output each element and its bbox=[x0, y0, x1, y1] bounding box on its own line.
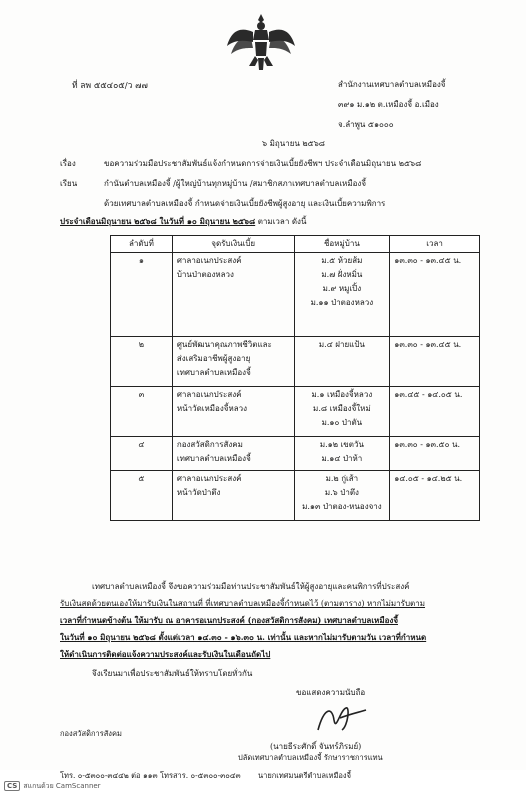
signer-title2: นายกเทศมนตรีตำบลเหมืองจี้ bbox=[258, 771, 351, 780]
intro-date-highlight: ประจำเดือนมิถุนายน ๒๕๖๘ ในวันที่ ๑๐ มิถุนายน ๒๕๖๘ bbox=[60, 216, 256, 226]
payment-schedule-table bbox=[110, 235, 480, 521]
table-row bbox=[111, 437, 480, 471]
row-place bbox=[172, 253, 294, 337]
header-no: ลำดับที่ bbox=[111, 236, 173, 253]
body-line5: ให้ดำเนินการติดต่อแจ้งความประสงค์และรับเงินในเดือนถัดไป bbox=[60, 649, 271, 659]
table-header-row bbox=[111, 236, 480, 253]
row-no: ๑ bbox=[111, 253, 173, 337]
header-place: จุดรับเงินเบี้ย bbox=[172, 236, 294, 253]
camscanner-text: สแกนด้วย CamScanner bbox=[23, 782, 101, 790]
row-place bbox=[172, 471, 294, 521]
office-name: สำนักงานเทศบาลตำบลเหมืองจี้ bbox=[338, 80, 446, 89]
place-line: ศาลาอเนกประสงค์ bbox=[176, 390, 242, 399]
subject-label: เรื่อง bbox=[60, 159, 76, 168]
village-line: ม.๑๑ ป่าตองหลวง bbox=[310, 298, 374, 307]
signer-title1: ปลัดเทศบาลตำบลเหมืองจี้ รักษาราชการแทน bbox=[238, 753, 383, 762]
office-address-line2: จ.ลำพูน ๕๑๐๐๐ bbox=[338, 120, 394, 129]
body-line4: ในวันที่ ๑๐ มิถุนายน ๒๕๖๘ ตั้งแต่เวลา ๑๔.๓๐ - ๑๖.๓๐ น. เท่านั้น และหากไม่มารับตามวัน เวลาที่กำหนด bbox=[60, 632, 427, 642]
regards-text: ขอแสดงความนับถือ bbox=[296, 688, 366, 697]
body-closing-paragraph: จึงเรียนมาเพื่อประชาสัมพันธ์ให้ทราบโดยทั่วกัน bbox=[92, 669, 253, 678]
row-no: ๔ bbox=[111, 437, 173, 471]
row-time: ๑๓.๔๕ - ๑๔.๐๕ น. bbox=[390, 387, 480, 437]
place-line: ศาลาอเนกประสงค์ bbox=[176, 256, 242, 265]
table-row bbox=[111, 253, 480, 337]
document-number: ที่ ลพ ๕๕๔๐๕/ว ๗๗ bbox=[72, 81, 148, 91]
table-row bbox=[111, 471, 480, 521]
row-villages bbox=[294, 337, 390, 387]
subject-text: ขอความร่วมมือประชาสัมพันธ์แจ้งกำหนดการจ่ายเงินเบี้ยยังชีพฯ ประจำเดือนมิถุนายน ๒๕๖๘ bbox=[104, 159, 422, 168]
office-address-line1: ๓๙๑ ม.๑๒ ต.เหมืองจี้ อ.เมือง bbox=[338, 100, 439, 109]
row-time: ๑๓.๓๐ - ๑๓.๔๕ น. bbox=[390, 337, 480, 387]
village-line: ม.๗ ฝั่งหมิ่น bbox=[321, 270, 363, 279]
recipient-label: เรียน bbox=[60, 179, 78, 188]
place-line: ส่งเสริมอาชีพผู้สูงอายุ bbox=[176, 354, 251, 363]
intro-line1: ด้วยเทศบาลตำบลเหมืองจี้ กำหนดจ่ายเงินเบี้ยยังชีพผู้สูงอายุ และเงินเบี้ยความพิการ bbox=[104, 199, 386, 208]
place-line: เทศบาลตำบลเหมืองจี้ bbox=[176, 368, 251, 377]
recipient-text: กำนันตำบลเหมืองจี้ /ผู้ใหญ่บ้านทุกหมู่บ้าน /สมาชิกสภาเทศบาลตำบลเหมืองจี้ bbox=[104, 179, 366, 188]
row-place bbox=[172, 437, 294, 471]
place-line: บ้านป่าตองหลวง bbox=[176, 270, 234, 279]
village-line: ม.๑ เหมืองจี้หลวง bbox=[311, 390, 373, 399]
village-line: ม.๑๐ ป่าตัน bbox=[321, 418, 363, 427]
contact-department: กองสวัสดิการสังคม bbox=[60, 729, 122, 738]
village-line: ม.๙ หมูเปิ้ง bbox=[322, 284, 362, 293]
garuda-emblem-icon bbox=[225, 12, 297, 74]
village-line: ม.๖ ป่าตึง bbox=[324, 488, 359, 497]
row-no: ๓ bbox=[111, 387, 173, 437]
header-time: เวลา bbox=[390, 236, 480, 253]
row-time: ๑๓.๓๐ - ๑๓.๕๐ น. bbox=[390, 437, 480, 471]
table-row bbox=[111, 337, 480, 387]
signer-name: (นายธีระศักดิ์ จันทร์ภิรมย์) bbox=[270, 742, 362, 751]
row-villages bbox=[294, 253, 390, 337]
body-line3: เวลาที่กำหนดข้างต้น ให้มารับ ณ อาคารอเนกประสงค์ (กองสวัสดิการสังคม) เทศบาลตำบลเหมืองจี้ bbox=[60, 615, 398, 625]
row-place bbox=[172, 337, 294, 387]
row-time: ๑๓.๓๐ - ๑๓.๔๕ น. bbox=[390, 253, 480, 337]
row-time: ๑๔.๐๕ - ๑๔.๒๕ น. bbox=[390, 471, 480, 521]
village-line: ม.๑๔ ป่าห้า bbox=[321, 454, 363, 463]
footer-band bbox=[0, 770, 526, 792]
place-line: กองสวัสดิการสังคม bbox=[176, 440, 243, 449]
body-line1: เทศบาลตำบลเหมืองจี้ จึงขอความร่วมมือท่านประชาสัมพันธ์ให้ผู้สูงอายุและคนพิการที่ประสงค์ bbox=[92, 582, 410, 591]
table-row bbox=[111, 387, 480, 437]
place-line: เทศบาลตำบลเหมืองจี้ bbox=[176, 454, 251, 463]
camscanner-badge-icon: CS bbox=[4, 781, 20, 791]
row-villages bbox=[294, 437, 390, 471]
place-line: ศูนย์พัฒนาคุณภาพชีวิตและ bbox=[176, 340, 272, 349]
village-line: ม.๑๓ ป่าตอง-หนองจาง bbox=[302, 502, 382, 511]
row-no: ๒ bbox=[111, 337, 173, 387]
village-line: ม.๒ กู่เส้า bbox=[325, 474, 359, 483]
village-line: ม.๕ ห้วยส้ม bbox=[321, 256, 363, 265]
place-line: หน้าวัดเหมืองจี้หลวง bbox=[176, 404, 248, 413]
row-villages bbox=[294, 471, 390, 521]
document-date: ๖ มิถุนายน ๒๕๖๘ bbox=[262, 139, 325, 148]
intro-line2 bbox=[60, 215, 306, 228]
place-line: หน้าวัดป่าตึง bbox=[176, 488, 221, 497]
place-line: ศาลาอเนกประสงค์ bbox=[176, 474, 242, 483]
camscanner-watermark bbox=[4, 781, 101, 792]
row-villages bbox=[294, 387, 390, 437]
header-village: ชื่อหมู่บ้าน bbox=[294, 236, 390, 253]
intro-line2-rest: ตามเวลา ดังนี้ bbox=[255, 217, 307, 226]
village-line: ม.๑๒ เขตวัน bbox=[319, 440, 364, 449]
village-line: ม.๔ ฝายแป้น bbox=[318, 340, 365, 349]
village-line: ม.๘ เหมืองจี้ใหม่ bbox=[313, 404, 371, 413]
body-line2: รับเงินสดด้วยตนเองให้มารับเงินในสถานที่ ที่เทศบาลตำบลเหมืองจี้กำหนดไว้ (ตามตาราง) หากไม่มารับตาม bbox=[60, 599, 426, 608]
row-place bbox=[172, 387, 294, 437]
row-no: ๕ bbox=[111, 471, 173, 521]
handwritten-signature bbox=[310, 700, 370, 740]
contact-phone: โทร. ๐-๕๓๐๐-๓๔๔๒ ต่อ ๑๑๓ โทรสาร. ๐-๕๓๐๐-๓๐๔๓ bbox=[60, 771, 241, 780]
